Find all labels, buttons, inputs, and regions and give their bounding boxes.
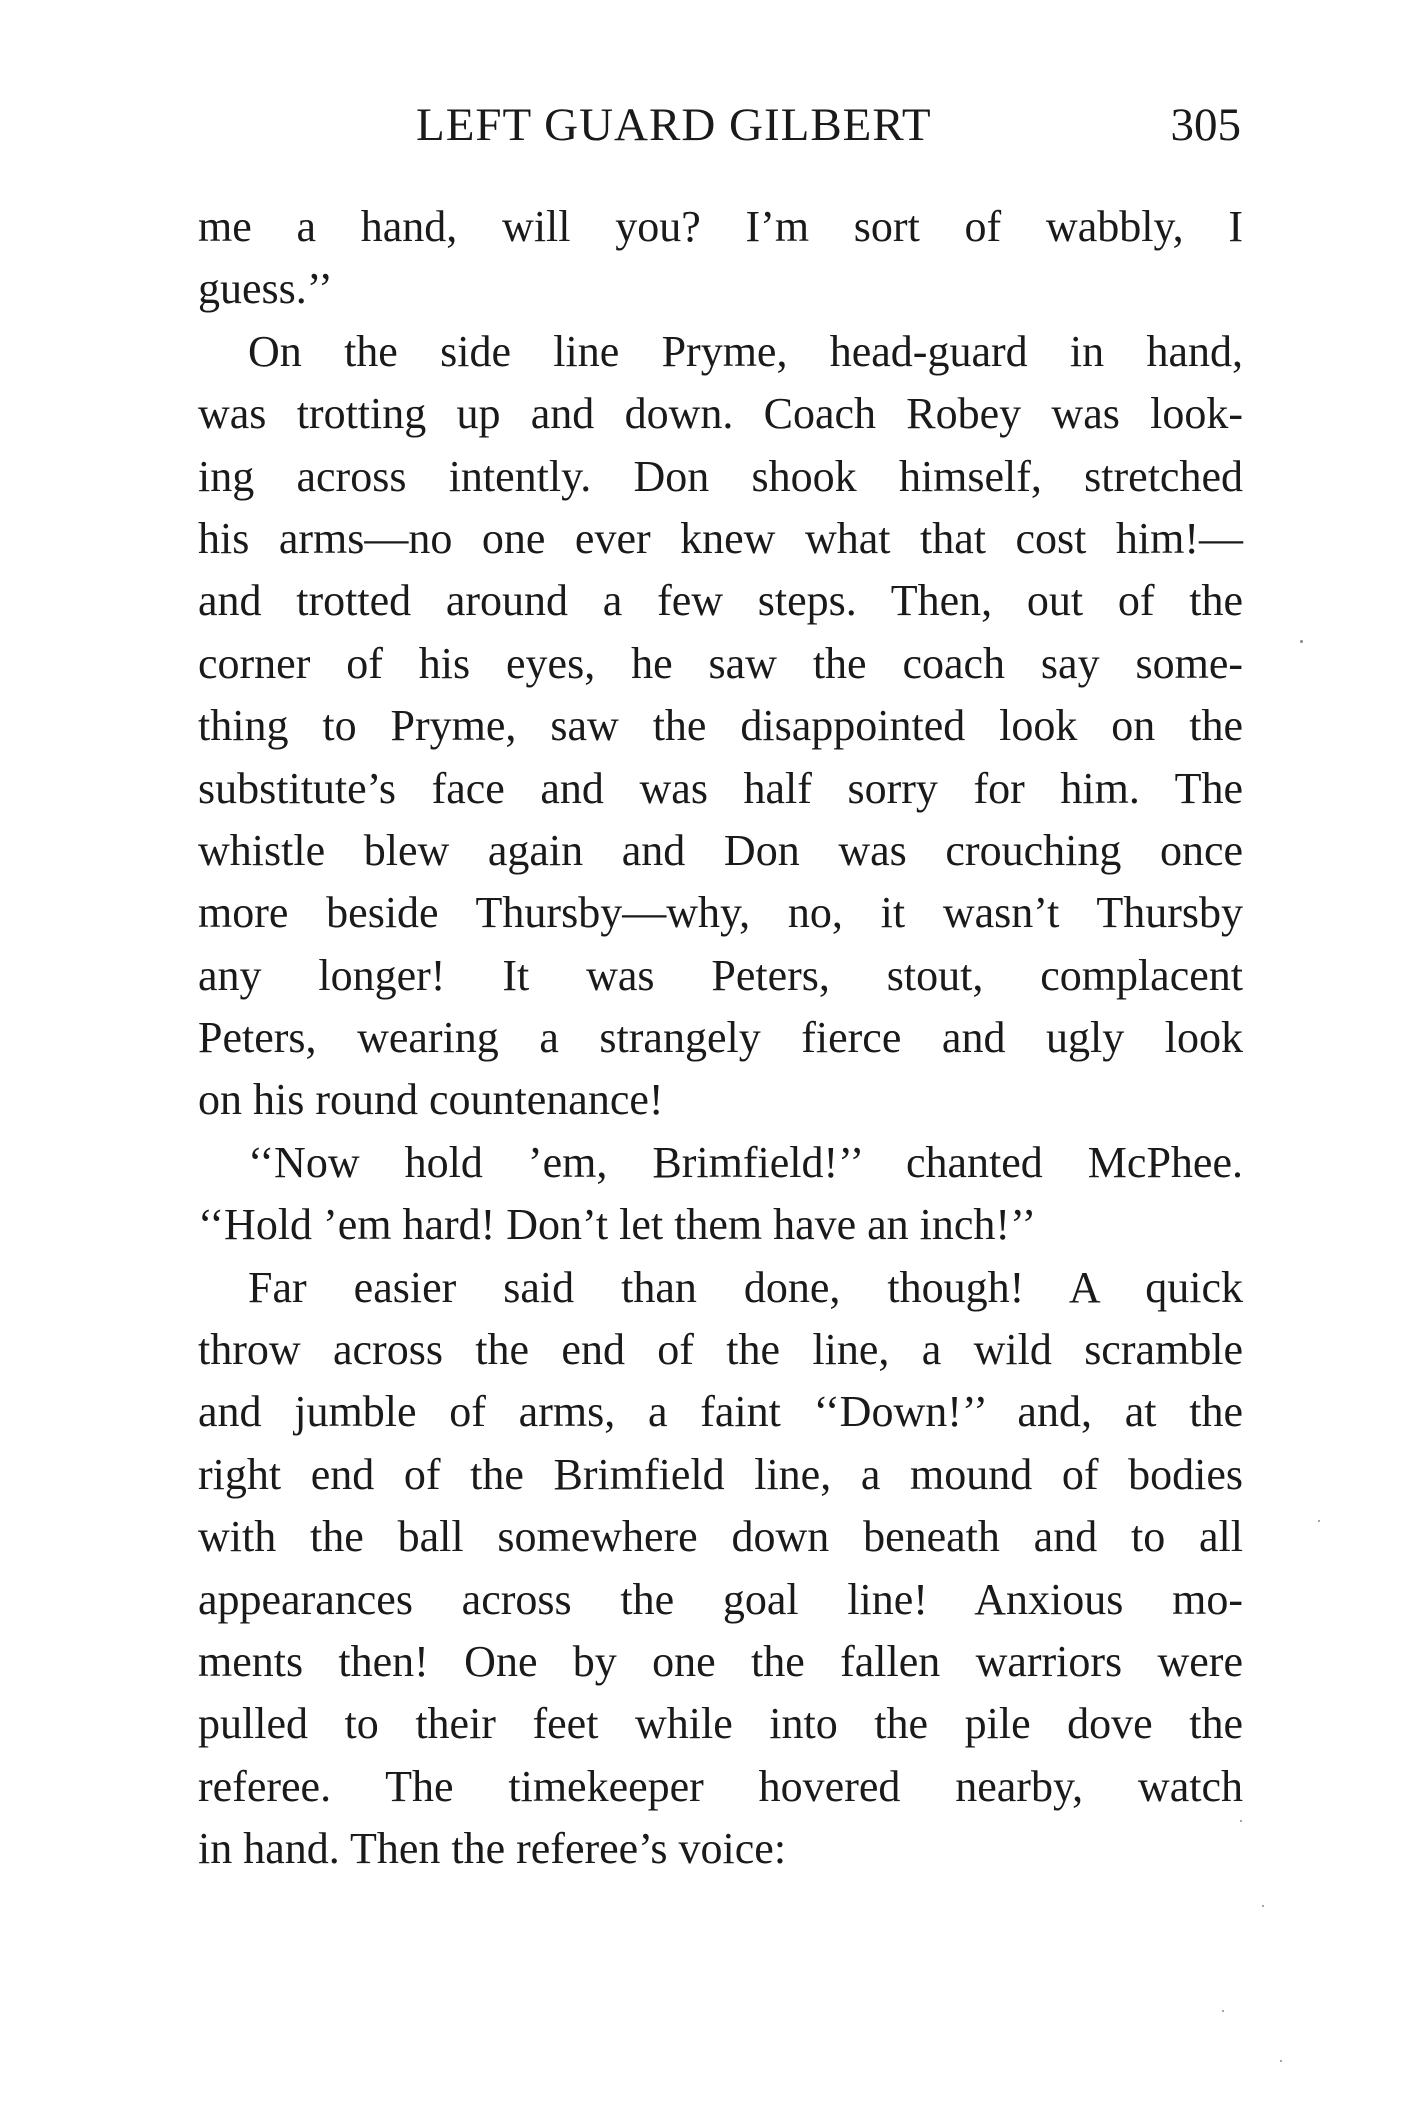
- text-line: corner of his eyes, he saw the coach say some-: [198, 638, 1243, 688]
- text-line: guess.’’: [198, 264, 333, 314]
- text-line: ‘‘Hold ’em hard! Don’t let them have an inch!’’: [198, 1200, 1037, 1250]
- text-line: throw across the end of the line, a wild scramble: [198, 1325, 1243, 1375]
- running-title: LEFT GUARD GILBERT: [416, 99, 932, 151]
- text-line: ing across intently. Don shook himself, stretched: [198, 451, 1243, 501]
- text-line: more beside Thursby—why, no, it wasn’t Thursby: [198, 888, 1243, 938]
- paragraph-first-line: Far easier said than done, though! A quick: [248, 1262, 1243, 1312]
- text-line: right end of the Brimfield line, a mound of bodies: [198, 1449, 1243, 1499]
- scan-speck: [1300, 640, 1303, 643]
- text-line: and jumble of arms, a faint ‘‘Down!’’ and, at the: [198, 1387, 1243, 1437]
- scan-speck: [1280, 2060, 1282, 2062]
- text-line: with the ball somewhere down beneath and to all: [198, 1512, 1243, 1562]
- scan-speck: [1240, 1820, 1242, 1822]
- text-line: any longer! It was Peters, stout, complacent: [198, 950, 1243, 1000]
- scan-speck: [1318, 1520, 1320, 1522]
- text-line: on his round countenance!: [198, 1075, 664, 1125]
- text-line: and trotted around a few steps. Then, out of the: [198, 576, 1243, 626]
- text-line: in hand. Then the referee’s voice:: [198, 1824, 787, 1874]
- text-line: pulled to their feet while into the pile dove the: [198, 1699, 1243, 1749]
- text-line: referee. The timekeeper hovered nearby, watch: [198, 1761, 1243, 1811]
- scan-speck: [1222, 2010, 1224, 2012]
- text-line: appearances across the goal line! Anxious mo-: [198, 1574, 1243, 1624]
- text-line: ments then! One by one the fallen warriors were: [198, 1636, 1243, 1686]
- paragraph-first-line: On the side line Pryme, head-guard in hand,: [248, 326, 1243, 376]
- text-line: whistle blew again and Don was crouching once: [198, 825, 1243, 875]
- page-header: [196, 98, 1241, 168]
- paragraph-first-line: ‘‘Now hold ’em, Brimfield!’’ chanted McPhee.: [248, 1137, 1243, 1187]
- text-line: his arms—no one ever knew what that cost him!—: [198, 513, 1243, 563]
- text-line: thing to Pryme, saw the disappointed look on the: [198, 701, 1243, 751]
- page-number: 305: [1170, 99, 1241, 151]
- body-text: [198, 196, 1243, 1881]
- text-line: me a hand, will you? I’m sort of wabbly, I: [198, 202, 1243, 251]
- text-line: substitute’s face and was half sorry for him. The: [198, 763, 1243, 813]
- text-line: was trotting up and down. Coach Robey was look-: [198, 389, 1243, 439]
- scan-speck: [1262, 1905, 1264, 1907]
- text-line: Peters, wearing a strangely fierce and ugly look: [198, 1013, 1243, 1063]
